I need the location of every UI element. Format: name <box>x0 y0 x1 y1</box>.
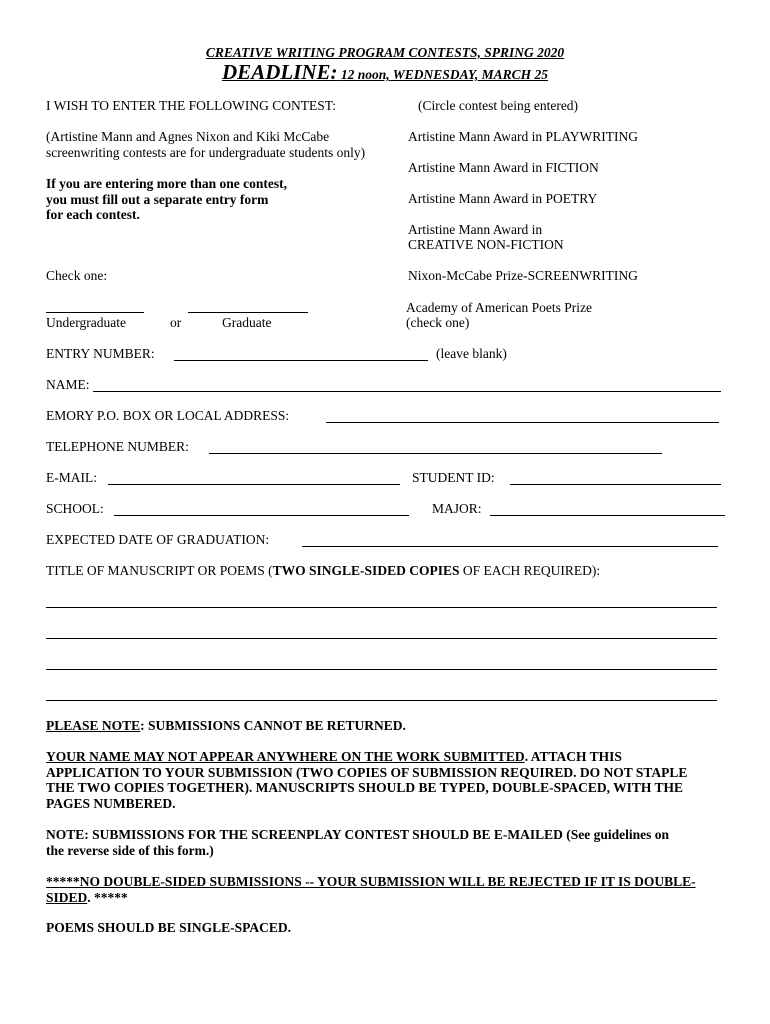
undergraduate-label: Undergraduate <box>46 315 126 330</box>
graduate-check-line[interactable] <box>188 312 308 313</box>
eligibility-line-1: (Artistine Mann and Agnes Nixon and Kiki McCabe <box>46 129 330 144</box>
telephone-field[interactable] <box>209 453 662 454</box>
manuscript-title-bold: TWO SINGLE-SIDED COPIES <box>272 563 460 578</box>
name-field[interactable] <box>93 391 721 392</box>
graduation-label: EXPECTED DATE OF GRADUATION: <box>46 532 270 547</box>
telephone-label: TELEPHONE NUMBER: <box>46 439 189 454</box>
deadline <box>0 60 770 85</box>
contest-poets-prize-note: (check one) <box>406 315 470 330</box>
undergraduate-check-line[interactable] <box>46 312 144 313</box>
contest-fiction[interactable]: Artistine Mann Award in FICTION <box>408 160 599 175</box>
please-note-text: : SUBMISSIONS CANNOT BE RETURNED. <box>140 718 406 733</box>
contest-nonfiction-line-1[interactable]: Artistine Mann Award in <box>408 222 543 237</box>
graduation-field[interactable] <box>302 546 718 547</box>
student-id-label: STUDENT ID: <box>412 470 495 485</box>
contest-poets-prize[interactable]: Academy of American Poets Prize <box>406 300 592 315</box>
double-sided-text: *****NO DOUBLE-SIDED SUBMISSIONS -- YOUR SUBMISSION WILL BE REJECTED IF IT IS DOUBLE-SIDED <box>46 874 696 905</box>
name-rule-paragraph <box>46 749 714 811</box>
multi-line-1: If you are entering more than one contest, <box>46 176 287 191</box>
name-rule-rest: . ATTACH THIS APPLICATION TO YOUR SUBMISSION (TWO COPIES OF SUBMISSION REQUIRED. DO NOT STAPLE THE TWO COPIES TOGETHER). MANUSCRIPTS SHOULD BE TYPED, DOUBLE-SPACED, WITH THE PAGES NUMBERED. <box>46 749 688 811</box>
check-one-label: Check one: <box>46 268 108 283</box>
major-field[interactable] <box>490 515 725 516</box>
contest-playwriting[interactable]: Artistine Mann Award in PLAYWRITING <box>408 129 638 144</box>
name-label: NAME: <box>46 377 90 392</box>
multi-line-3: for each contest. <box>46 207 140 222</box>
graduate-label: Graduate <box>222 315 272 330</box>
address-field[interactable] <box>326 422 719 423</box>
screenplay-note: NOTE: SUBMISSIONS FOR THE SCREENPLAY CONTEST SHOULD BE E-MAILED (See guidelines on the reverse side of this form.) <box>46 827 670 858</box>
manuscript-line-3[interactable] <box>46 669 717 670</box>
email-label: E-MAIL: <box>46 470 97 485</box>
please-note <box>46 718 716 734</box>
manuscript-title-post: OF EACH REQUIRED): <box>459 563 601 578</box>
multi-line-2: you must fill out a separate entry form <box>46 192 269 207</box>
or-label: or <box>170 315 182 330</box>
wish-label: I WISH TO ENTER THE FOLLOWING CONTEST: <box>46 98 337 113</box>
manuscript-line-1[interactable] <box>46 607 717 608</box>
entry-number-field[interactable] <box>174 360 428 361</box>
manuscript-line-2[interactable] <box>46 638 717 639</box>
manuscript-title-pre: TITLE OF MANUSCRIPT OR POEMS ( <box>46 563 273 578</box>
double-sided-end: . ***** <box>87 889 128 905</box>
contest-poetry[interactable]: Artistine Mann Award in POETRY <box>408 191 598 206</box>
eligibility-line-2: screenwriting contests are for undergraduate students only) <box>46 145 366 160</box>
poems-note: POEMS SHOULD BE SINGLE-SPACED. <box>46 920 292 935</box>
circle-note: (Circle contest being entered) <box>418 98 579 113</box>
contest-nonfiction-line-2[interactable]: CREATIVE NON-FICTION <box>408 237 564 252</box>
name-rule: YOUR NAME MAY NOT APPEAR ANYWHERE ON THE WORK SUBMITTED <box>46 749 525 764</box>
manuscript-line-4[interactable] <box>46 700 717 701</box>
form-title: CREATIVE WRITING PROGRAM CONTESTS, SPRING 2020 <box>205 45 565 60</box>
double-sided-warning <box>46 874 714 905</box>
leave-blank-note: (leave blank) <box>436 346 507 361</box>
email-field[interactable] <box>108 484 400 485</box>
manuscript-title-label <box>46 563 600 579</box>
student-id-field[interactable] <box>510 484 721 485</box>
please-note-label: PLEASE NOTE <box>46 718 141 733</box>
school-label: SCHOOL: <box>46 501 104 516</box>
major-label: MAJOR: <box>432 501 482 516</box>
school-field[interactable] <box>114 515 409 516</box>
deadline-label: DEADLINE: <box>222 60 338 84</box>
entry-number-label: ENTRY NUMBER: <box>46 346 155 361</box>
contest-screenwriting[interactable]: Nixon-McCabe Prize-SCREENWRITING <box>408 268 638 283</box>
address-label: EMORY P.O. BOX OR LOCAL ADDRESS: <box>46 408 290 423</box>
deadline-value: 12 noon, WEDNESDAY, MARCH 25 <box>340 67 548 82</box>
